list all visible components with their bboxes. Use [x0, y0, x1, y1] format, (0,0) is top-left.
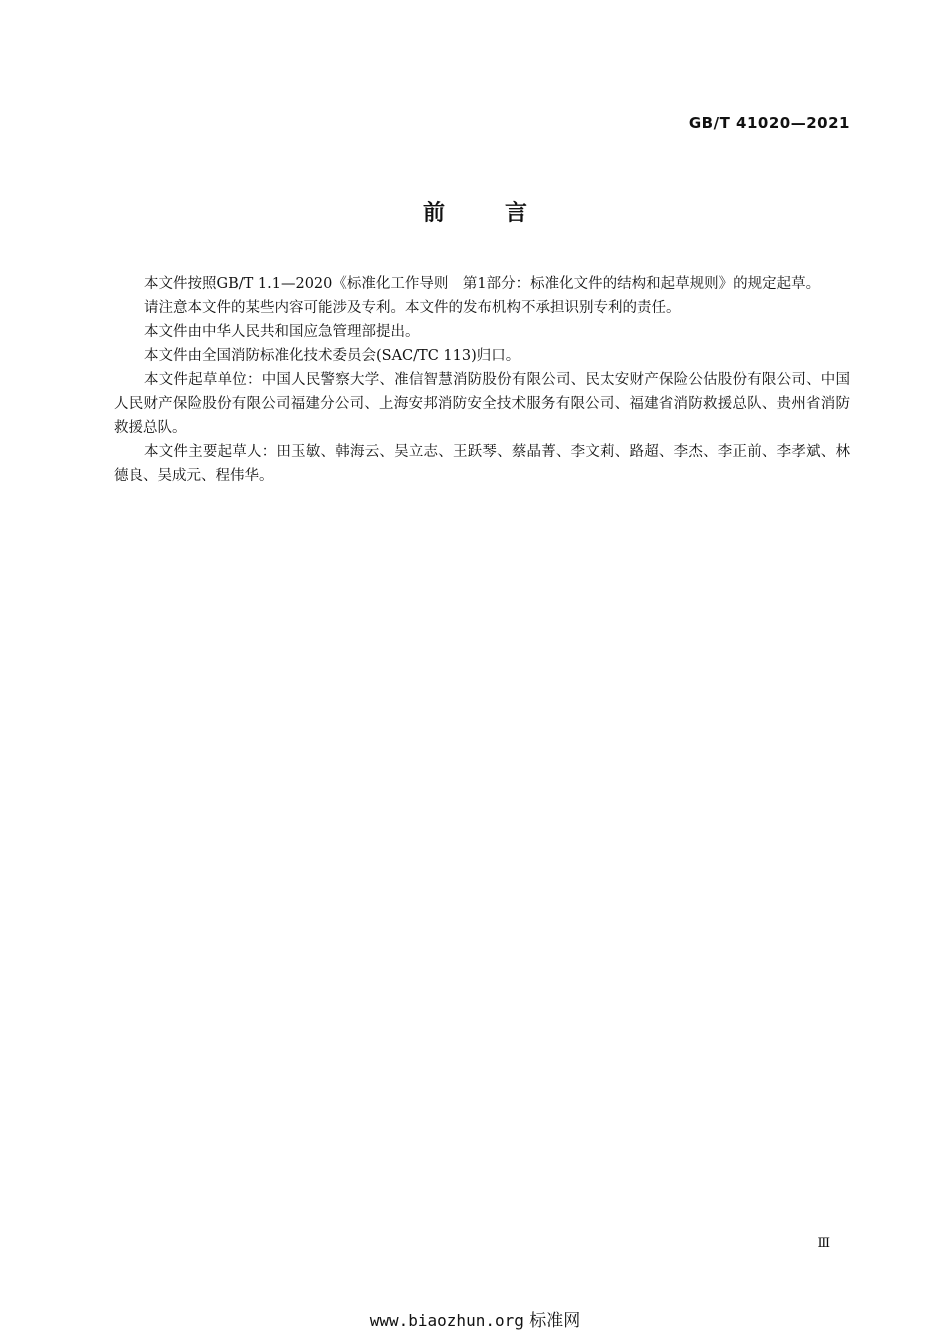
paragraph-drafting-rules: 本文件按照GB/T 1.1—2020《标准化工作导则 第1部分：标准化文件的结构和起草规则》的规定起草。 — [144, 276, 821, 292]
footer-site-name: 标准网 — [529, 1311, 581, 1331]
paragraph-committee: 本文件由全国消防标准化技术委员会(SAC/TC 113)归口。 — [144, 348, 521, 364]
paragraph-proposer: 本文件由中华人民共和国应急管理部提出。 — [144, 324, 420, 340]
page-title: 前言 — [422, 201, 587, 226]
paragraph-drafters: 本文件主要起草人：田玉敏、韩海云、吴立志、王跃琴、蔡晶菁、李文莉、路超、李杰、李正前、李孝斌、林德良、吴成元、程伟华。 — [114, 444, 850, 484]
footer — [0, 1306, 950, 1331]
document-body — [114, 272, 850, 488]
page-number: Ⅲ — [817, 1236, 830, 1251]
footer-url-link[interactable]: www.biaozhun.org — [369, 1311, 524, 1330]
standard-code: GB/T 41020—2021 — [688, 114, 850, 132]
paragraph-patent-notice: 请注意本文件的某些内容可能涉及专利。本文件的发布机构不承担识别专利的责任。 — [144, 300, 681, 316]
paragraph-drafting-units: 本文件起草单位：中国人民警察大学、准信智慧消防股份有限公司、民太安财产保险公估股份有限公司、中国人民财产保险股份有限公司福建分公司、上海安邦消防安全技术服务有限公司、福建省消防救援总队、贵州省消防救援总队。 — [114, 372, 850, 436]
